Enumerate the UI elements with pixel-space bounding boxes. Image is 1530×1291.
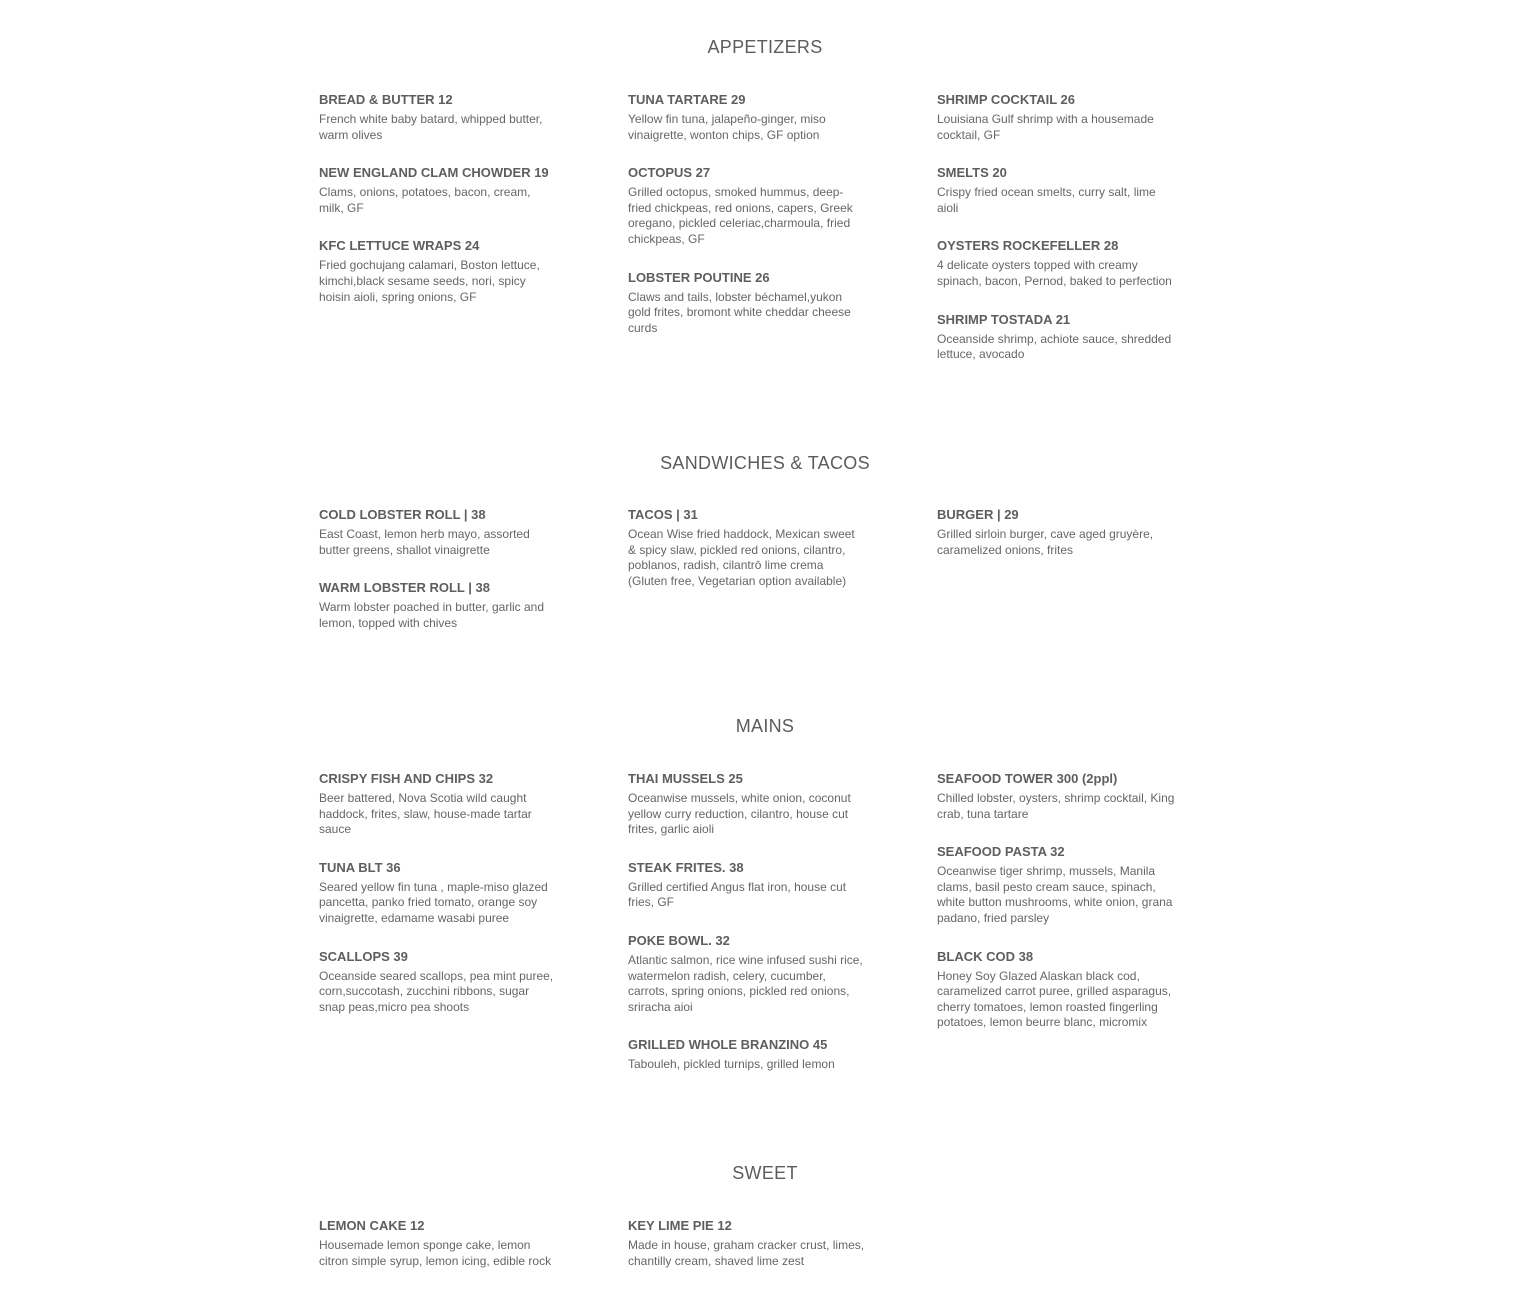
item-name: SEAFOOD PASTA 32 <box>937 844 1065 860</box>
menu-column-3 <box>937 507 1175 580</box>
item-description: French white baby batard, whipped butter, warm olives <box>319 112 543 142</box>
item-name: LOBSTER POUTINE 26 <box>628 269 770 285</box>
item-name: COLD LOBSTER ROLL | 38 <box>319 507 486 522</box>
item-description: Oceanside shrimp, achiote sauce, shredded lettuce, avocado <box>937 331 1172 362</box>
menu-column-1 <box>319 771 557 1037</box>
item-description: Crispy fried ocean smelts, curry salt, lime aioli <box>937 185 1156 215</box>
item-description: Oceanwise mussels, white onion, coconut yellow curry reduction, cilantro, house cut frites, garlic aioli <box>628 791 851 837</box>
menu-item <box>319 1218 557 1269</box>
menu-column-3 <box>937 92 1175 385</box>
item-name: STEAK FRITES. 38 <box>628 859 744 875</box>
item-name: POKE BOWL. 32 <box>628 932 730 948</box>
menu-item <box>628 1218 866 1269</box>
item-name: SCALLOPS 39 <box>319 948 408 964</box>
section-title: APPETIZERS <box>707 37 823 57</box>
menu-item <box>319 238 557 305</box>
item-description: Grilled octopus, smoked hummus, deep-fried chickpeas, red onions, capers, Greek oregano, pickled celeriac,charmoula, fried chickpeas, GF <box>628 185 853 246</box>
menu-column-2 <box>628 507 866 611</box>
item-name: TUNA TARTARE 29 <box>628 92 746 107</box>
menu-item <box>937 312 1175 363</box>
item-name: SHRIMP TOSTADA 21 <box>937 311 1071 327</box>
menu-item <box>628 507 866 589</box>
item-name: BURGER | 29 <box>937 507 1019 522</box>
item-name: WARM LOBSTER ROLL | 38 <box>319 580 490 596</box>
menu-item <box>628 165 866 247</box>
section-title: SANDWICHES & TACOS <box>660 453 870 473</box>
menu-item <box>319 580 557 631</box>
menu-column-2 <box>628 92 866 358</box>
menu-column-1 <box>319 1218 557 1291</box>
menu-column-3 <box>937 771 1175 1053</box>
menu-item <box>628 92 866 143</box>
menu-item <box>937 949 1175 1031</box>
menu-item <box>319 92 557 143</box>
item-name: OCTOPUS 27 <box>628 165 711 181</box>
menu-item <box>937 507 1175 558</box>
item-name: SHRIMP COCKTAIL 26 <box>937 92 1075 107</box>
item-description: Warm lobster poached in butter, garlic and lemon, topped with chives <box>319 600 545 630</box>
item-name: OYSTERS ROCKEFELLER 28 <box>937 238 1119 254</box>
item-description: Tabouleh, pickled turnips, grilled lemon <box>628 1057 835 1072</box>
menu-item <box>319 165 557 216</box>
menu-column-1 <box>319 92 557 327</box>
menu-item <box>937 771 1175 822</box>
menu-item <box>937 92 1175 143</box>
menu-item <box>628 1037 866 1073</box>
menu-item <box>628 860 866 911</box>
item-description: Housemade lemon sponge cake, lemon citron simple syrup, lemon icing, edible rock <box>319 1238 552 1268</box>
menu-item <box>628 933 866 1015</box>
menu-column-1 <box>319 507 557 653</box>
item-description: Yellow fin tuna, jalapeño-ginger, miso vinaigrette, wonton chips, GF option <box>628 112 826 142</box>
section-title: MAINS <box>735 716 795 736</box>
menu-item <box>319 860 557 927</box>
item-name: CRISPY FISH AND CHIPS 32 <box>319 771 494 786</box>
item-description: Chilled lobster, oysters, shrimp cocktail, King crab, tuna tartare <box>937 791 1175 821</box>
item-description: Clams, onions, potatoes, bacon, cream, milk, GF <box>319 185 531 215</box>
menu-item <box>937 165 1175 216</box>
item-description: Oceanside seared scallops, pea mint puree, corn,succotash, zucchini ribbons, sugar snap peas,micro pea shoots <box>319 968 554 1014</box>
item-description: Louisiana Gulf shrimp with a housemade cocktail, GF <box>937 112 1154 142</box>
item-description: Atlantic salmon, rice wine infused sushi rice, watermelon radish, celery, cucumber, carrots, spring onions, pickled red onions, sriracha aioi <box>628 952 863 1014</box>
menu-item <box>319 507 557 558</box>
item-description: Beer battered, Nova Scotia wild caught haddock, frites, slaw, house-made tartar sauce <box>319 791 532 837</box>
item-name: BREAD & BUTTER 12 <box>319 92 453 107</box>
item-description: Made in house, graham cracker crust, limes, chantilly cream, shaved lime zest <box>628 1238 865 1268</box>
menu-item <box>937 238 1175 289</box>
item-name: LEMON CAKE 12 <box>319 1218 425 1233</box>
item-name: THAI MUSSELS 25 <box>628 771 743 786</box>
item-description: 4 delicate oysters topped with creamy spinach, bacon, Pernod, baked to perfection <box>937 258 1172 288</box>
item-name: BLACK COD 38 <box>937 948 1034 964</box>
item-name: SMELTS 20 <box>937 165 1007 181</box>
item-description: Claws and tails, lobster béchamel,yukon gold frites, bromont white cheddar cheese curds <box>628 289 851 335</box>
item-description: Seared yellow fin tuna , maple-miso glazed pancetta, panko fried tomato, orange soy vinaigrette, edamame wasabi puree <box>319 879 548 925</box>
item-name: NEW ENGLAND CLAM CHOWDER 19 <box>319 165 549 181</box>
item-description: Grilled certified Angus flat iron, house cut fries, GF <box>628 879 847 910</box>
item-name: GRILLED WHOLE BRANZINO 45 <box>628 1037 828 1053</box>
item-description: Ocean Wise fried haddock, Mexican sweet & spicy slaw, pickled red onions, cilantro, poblanos, radish, cilantrō lime crema (Gluten free, Vegetarian option available) <box>628 527 855 588</box>
section-title: SWEET <box>732 1163 798 1183</box>
item-name: KFC LETTUCE WRAPS 24 <box>319 238 480 254</box>
item-description: East Coast, lemon herb mayo, assorted butter greens, shallot vinaigrette <box>319 527 530 557</box>
item-description: Fried gochujang calamari, Boston lettuce, kimchi,black sesame seeds, nori, spicy hoisin aioli, spring onions, GF <box>319 258 540 304</box>
item-name: TACOS | 31 <box>628 507 698 522</box>
menu-column-2 <box>628 1218 866 1291</box>
menu-item <box>319 771 557 838</box>
item-name: TUNA BLT 36 <box>319 859 401 875</box>
item-name: SEAFOOD TOWER 300 (2ppl) <box>937 771 1118 786</box>
item-name: KEY LIME PIE 12 <box>628 1218 732 1233</box>
menu-item <box>319 949 557 1016</box>
item-description: Grilled sirloin burger, cave aged gruyère, caramelized onions, frites <box>937 527 1154 557</box>
menu-column-2 <box>628 771 866 1095</box>
item-description: Oceanwise tiger shrimp, mussels, Manila clams, basil pesto cream sauce, spinach, white button mushrooms, white onion, grana padano, fried parsley <box>937 864 1173 925</box>
item-description: Honey Soy Glazed Alaskan black cod, caramelized carrot puree, grilled asparagus, cherry tomatoes, lemon roasted fingerling potatoes, lemon beurre blanc, micromix <box>937 968 1172 1030</box>
menu-item <box>937 844 1175 926</box>
menu-item <box>628 270 866 337</box>
menu-item <box>628 771 866 838</box>
